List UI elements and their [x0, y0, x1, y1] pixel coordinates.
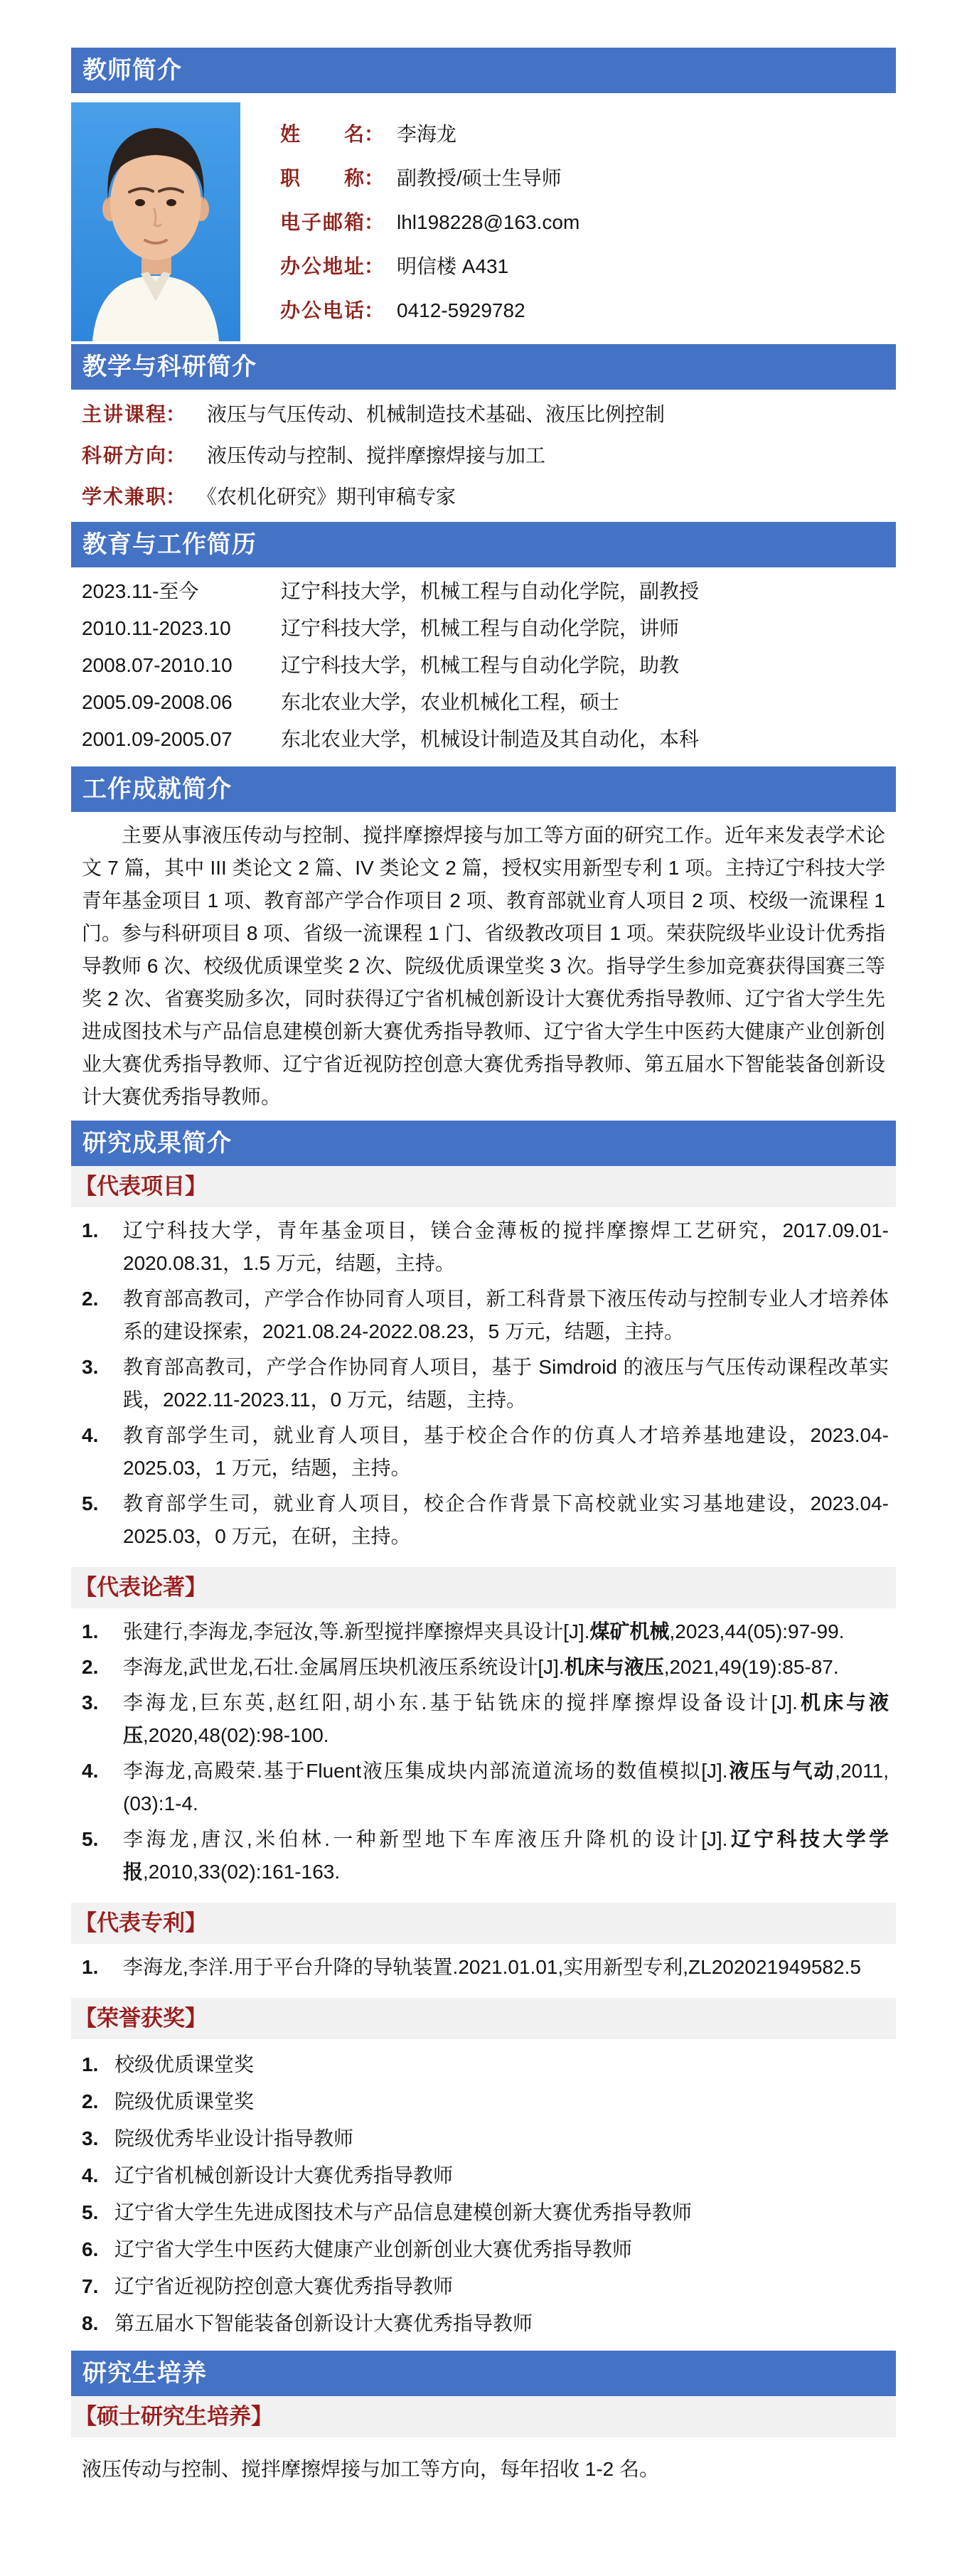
item-text [123, 1651, 889, 1684]
text-run: 辽宁省近视防控创意大赛优秀指导教师 [114, 2275, 454, 2297]
teaching-colon: ： [166, 444, 186, 466]
profile-field [280, 289, 579, 333]
text-run: 辽宁省大学生中医药大健康产业创新创业大赛优秀指导教师 [114, 2238, 633, 2260]
list-item [71, 1615, 896, 1648]
field-colon: ： [364, 299, 385, 321]
list-item [71, 2083, 896, 2120]
education-rows [71, 573, 896, 758]
text-run: 李海龙,高殿荣.基于Fluent液压集成块内部流道流场的数值模拟[J]. [123, 1760, 728, 1782]
text-run: 张建行,李海龙,李冠汝,等.新型搅拌摩擦焊夹具设计[J]. [123, 1620, 590, 1642]
item-text [114, 2268, 889, 2305]
work-summary-paragraph: 主要从事液压传动与控制、搅拌摩擦焊接与加工等方面的研究工作。近年来发表学术论文 7 篇，其中 III 类论文 2 篇、IV 类论文 2 篇，授权实用新型专利 1 项。主持辽宁科技大学青年基金项目 1 项、教育部产学合作项目 2 项、教育部就业育人项目 2 项、校级一流课程 1 门。参与科研项目 8 项、省级一流课程 1 门、省级教改项目 1 项。荣获院级毕业设计优秀指导教师 6 次、校级优质课堂奖 2 次、院级优质课堂奖 3 次。指导学生参加竞赛获得国赛三等奖 2 次、省赛奖励多次，同时获得辽宁省机械创新设计大赛优秀指导教师、辽宁省大学生先进成图技术与产品信息建模创新大赛优秀指导教师、辽宁省大学生中医药大健康产业创新创业大赛优秀指导教师、辽宁省近视防控创意大赛优秀指导教师、第五届水下智能装备创新设计大赛优秀指导教师。 [82, 824, 885, 1108]
section-header-profile: 教师简介 [71, 48, 896, 93]
field-label [280, 255, 384, 277]
text-run: 教育部学生司，就业育人项目，基于校企合作的仿真人才培养基地建设，2023.04-2025.03，1 万元，结题，主持。 [123, 1424, 889, 1479]
list-item [71, 1487, 896, 1553]
section-header-summary: 工作成就简介 [71, 766, 896, 812]
text-run: 教育部高教司，产学合作协同育人项目，新工科背景下液压传动与控制专业人才培养体系的建设探索，2021.08.24-2022.08.23，5 万元，结题，主持。 [123, 1288, 889, 1342]
text-run: 辽宁省大学生先进成图技术与产品信息建模创新大赛优秀指导教师 [114, 2201, 693, 2223]
list-item [71, 2157, 896, 2194]
field-colon: ： [364, 123, 385, 145]
graduate-band: 【硕士研究生培养】 [71, 2396, 896, 2437]
text-run: 校级优质课堂奖 [114, 2053, 255, 2075]
list-item [71, 1823, 896, 1888]
item-text [123, 1419, 889, 1485]
field-label [280, 299, 384, 321]
teaching-label-text: 科研方向 [82, 444, 166, 466]
item-text [123, 1214, 889, 1280]
item-text [123, 1687, 889, 1752]
education-row [71, 610, 896, 647]
item-number: 8. [82, 2312, 99, 2334]
education-row [71, 721, 896, 758]
item-number: 4. [82, 2164, 99, 2186]
profile-field [280, 201, 579, 245]
list-item [71, 1419, 896, 1485]
education-detail: 东北农业大学，农业机械化工程，硕士 [281, 691, 620, 713]
education-period: 2001.09-2005.07 [82, 728, 233, 750]
item-text [114, 2157, 889, 2194]
text-run: 液压与气动 [727, 1760, 835, 1782]
field-value: lhl198228@163.com [397, 211, 580, 233]
teacher-photo [71, 102, 240, 341]
text-run: 机床与液压 [123, 1691, 889, 1746]
field-label [280, 167, 384, 189]
profile-field [280, 245, 579, 289]
education-period: 2010.11-2023.10 [82, 617, 231, 639]
text-run: 李海龙,武世龙,石壮.金属屑压块机液压系统设计[J]. [123, 1656, 565, 1678]
list-item [71, 2046, 896, 2083]
subsection-list [71, 1951, 896, 1984]
item-text [123, 1755, 889, 1820]
list-item [71, 1283, 896, 1348]
subsection-band: 【代表专利】 [71, 1903, 896, 1944]
education-period: 2005.09-2008.06 [82, 691, 233, 713]
item-number: 4. [82, 1424, 99, 1446]
text-run: 教育部学生司，就业育人项目，校企合作背景下高校就业实习基地建设，2023.04-2025.03，0 万元，在研，主持。 [123, 1492, 889, 1547]
text-run: 院级优质课堂奖 [114, 2090, 255, 2112]
field-label-text: 职称 [280, 167, 364, 189]
education-detail: 东北农业大学，机械设计制造及其自动化，本科 [281, 728, 700, 750]
item-number: 3. [82, 1356, 99, 1378]
list-item [71, 2194, 896, 2231]
text-run: ,2011,(03):1-4. [123, 1760, 889, 1815]
teaching-row [71, 439, 896, 472]
item-text [114, 2046, 889, 2083]
item-text [114, 2083, 889, 2120]
list-item [71, 2231, 896, 2268]
item-text [114, 2120, 889, 2157]
list-item [71, 1351, 896, 1416]
field-label-text: 姓名 [280, 123, 364, 145]
text-run: 机床与液压 [564, 1656, 664, 1678]
education-period: 2023.11-至今 [82, 580, 199, 602]
section-education [71, 522, 896, 758]
list-item [71, 1951, 896, 1984]
profile-field [280, 156, 579, 201]
field-colon: ： [364, 255, 385, 277]
teaching-label [82, 403, 186, 425]
text-run: 辽宁科技大学，青年基金项目，镁合金薄板的搅拌摩擦焊工艺研究，2017.09.01-2020.08.31，1.5 万元，结题，主持。 [123, 1219, 889, 1274]
education-detail: 辽宁科技大学，机械工程与自动化学院，讲师 [281, 617, 680, 639]
profile-field [280, 112, 579, 156]
item-number: 7. [82, 2275, 99, 2297]
list-item [71, 2120, 896, 2157]
section-teaching [71, 344, 896, 513]
section-header-research: 研究成果简介 [71, 1121, 896, 1166]
item-text [123, 1487, 889, 1553]
text-run: ,2010,33(02):161-163. [143, 1861, 341, 1883]
text-run: 辽宁省机械创新设计大赛优秀指导教师 [114, 2164, 454, 2186]
item-number: 3. [82, 1691, 99, 1714]
section-header-teaching: 教学与科研简介 [71, 344, 896, 390]
education-row [71, 684, 896, 721]
field-value: 副教授/硕士生导师 [397, 167, 562, 189]
section-summary [71, 766, 896, 1113]
teaching-label [82, 444, 186, 466]
section-header-graduate: 研究生培养 [71, 2351, 896, 2396]
teaching-value: 液压传动与控制、搅拌摩擦焊接与加工 [207, 444, 546, 466]
item-number: 1. [82, 2053, 99, 2075]
field-label [280, 123, 384, 145]
field-colon: ： [364, 167, 385, 189]
item-number: 2. [82, 1656, 99, 1678]
profile-row [71, 102, 896, 341]
item-number: 2. [82, 1288, 99, 1310]
teaching-row [71, 481, 896, 513]
teacher-photo-image [71, 102, 240, 341]
teaching-label [82, 486, 186, 508]
text-run: 李海龙,巨东英,赵红阳,胡小东.基于钻铣床的搅拌摩擦焊设备设计[J]. [123, 1691, 798, 1714]
item-number: 4. [82, 1760, 99, 1782]
section-profile [71, 48, 896, 341]
item-text [114, 2194, 889, 2231]
education-row [71, 573, 896, 610]
subsection-list [71, 2046, 896, 2342]
teaching-value: 液压与气压传动、机械制造技术基础、液压比例控制 [207, 403, 666, 425]
item-number: 6. [82, 2238, 99, 2260]
text-run: ,2023,44(05):97-99. [669, 1620, 845, 1642]
section-graduate [71, 2351, 896, 2486]
teaching-label-text: 学术兼职 [82, 486, 166, 508]
list-item [71, 1755, 896, 1820]
text-run: 第五届水下智能装备创新设计大赛优秀指导教师 [114, 2312, 533, 2334]
field-label-text: 办公电话 [280, 299, 364, 321]
profile-fields [280, 102, 579, 341]
item-number: 5. [82, 2201, 99, 2223]
text-run: 院级优秀毕业设计指导教师 [114, 2127, 354, 2149]
text-run: 李海龙,唐汉,米伯林.一种新型地下车库液压升降机的设计[J]. [123, 1828, 728, 1850]
teaching-colon: ： [166, 486, 186, 508]
item-text [114, 2305, 889, 2342]
text-run: 煤矿机械 [589, 1620, 670, 1642]
item-number: 2. [82, 2090, 99, 2112]
section-header-education: 教育与工作简历 [71, 522, 896, 567]
list-item [71, 1651, 896, 1684]
item-number: 5. [82, 1828, 99, 1850]
teaching-value: 《农机化研究》期刊审稿专家 [207, 486, 456, 508]
teaching-row [71, 398, 896, 431]
list-item [71, 1687, 896, 1752]
item-number: 1. [82, 1219, 99, 1241]
education-period: 2008.07-2010.10 [82, 654, 233, 676]
graduate-recruit-line: 液压传动与控制、搅拌摩擦焊接与加工等方向，每年招收 1-2 名。 [82, 2458, 660, 2480]
item-text [123, 1951, 889, 1984]
education-row [71, 647, 896, 684]
field-label [280, 211, 384, 233]
item-text [123, 1615, 889, 1648]
text-run: 李海龙,李洋.用于平台升降的导轨装置.2021.01.01,实用新型专利,ZL202021949582.5 [123, 1956, 861, 1978]
subsection-band: 【代表项目】 [71, 1166, 896, 1207]
field-label-text: 电子邮箱 [280, 211, 364, 233]
text-run: ,2021,49(19):85-87. [663, 1656, 839, 1678]
list-item [71, 2305, 896, 2342]
field-colon: ： [364, 211, 385, 233]
subsection-list [71, 1615, 896, 1888]
subsection-list [71, 1214, 896, 1553]
section-research [71, 1121, 896, 2342]
text-run: 教育部高教司，产学合作协同育人项目，基于 Simdroid 的液压与气压传动课程改革实践，2022.11-2023.11，0 万元，结题，主持。 [123, 1356, 889, 1411]
item-number: 1. [82, 1620, 99, 1642]
research-subsections [71, 1166, 896, 2342]
item-text [114, 2231, 889, 2268]
item-text [123, 1823, 889, 1888]
item-number: 3. [82, 2127, 99, 2149]
item-number: 1. [82, 1956, 99, 1978]
education-detail: 辽宁科技大学，机械工程与自动化学院，助教 [281, 654, 680, 676]
item-text [123, 1351, 889, 1416]
subsection-band: 【荣誉获奖】 [71, 1998, 896, 2039]
education-detail: 辽宁科技大学，机械工程与自动化学院，副教授 [281, 580, 700, 602]
teaching-rows [71, 398, 896, 513]
field-value: 李海龙 [397, 123, 457, 145]
subsection-band: 【代表论著】 [71, 1567, 896, 1608]
list-item [71, 2268, 896, 2305]
field-value: 明信楼 A431 [397, 255, 509, 277]
text-run: ,2020,48(02):98-100. [143, 1724, 329, 1746]
teaching-colon: ： [166, 403, 186, 425]
teaching-label-text: 主讲课程 [82, 403, 166, 425]
field-value: 0412-5929782 [397, 299, 525, 321]
text-run: 辽宁科技大学学报 [123, 1828, 889, 1883]
item-text [123, 1283, 889, 1348]
list-item [71, 1214, 896, 1280]
field-label-text: 办公地址 [280, 255, 364, 277]
item-number: 5. [82, 1492, 99, 1514]
